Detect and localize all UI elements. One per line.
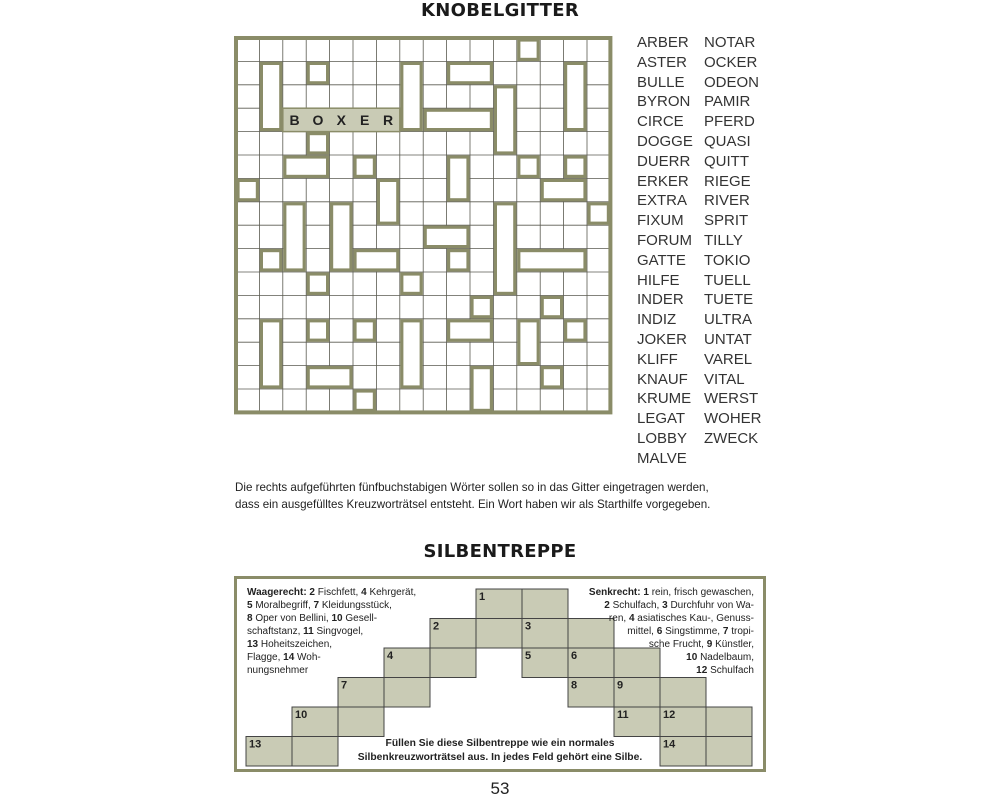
word-list-item: UNTAT <box>704 330 752 348</box>
clue-segment: Singstimme, <box>662 626 723 637</box>
clue-segment: Kehrgerät, <box>366 587 417 598</box>
clue-segment: 8 <box>247 613 253 624</box>
clue-line <box>247 664 416 677</box>
clue-line <box>520 612 754 625</box>
grid-block <box>332 204 351 270</box>
stair-cell-number: 7 <box>341 679 348 692</box>
word-list-item: LOBBY <box>637 429 688 447</box>
word-list-item: DUERR <box>637 152 691 170</box>
stair-cell <box>430 648 476 678</box>
word-list-item: ERKER <box>637 172 689 190</box>
grid-block <box>589 204 608 223</box>
clue-line <box>520 638 754 651</box>
clue-segment: Nadelbaum, <box>697 652 754 663</box>
grid-block <box>495 87 514 153</box>
clue-segment: Kleidungsstück, <box>319 600 392 611</box>
clue-segment: 7 <box>313 600 320 611</box>
word-list-item: MALVE <box>637 449 687 467</box>
clue-line <box>247 651 416 664</box>
given-letter: B <box>289 111 300 128</box>
stair-cell <box>706 737 752 767</box>
word-list-item: RIEGE <box>704 172 751 190</box>
word-list-item: ARBER <box>637 34 689 51</box>
word-list-item: NOTAR <box>704 34 756 51</box>
clue-line <box>247 599 416 612</box>
word-list-item: TILLY <box>704 231 743 249</box>
stair-cell-number: 9 <box>617 679 624 692</box>
clue-segment: Fischfett, <box>314 587 362 598</box>
stair-cell-number: 3 <box>525 620 532 633</box>
word-list-item: TUELL <box>704 271 751 289</box>
stair-cell-number: 2 <box>433 620 440 633</box>
clues-waagerecht <box>247 586 416 677</box>
grid-block <box>425 227 468 246</box>
given-letter: X <box>336 111 346 128</box>
word-list-item: JOKER <box>637 330 688 348</box>
knobelgitter-grid <box>232 34 626 460</box>
clue-segment: tropi- <box>728 626 754 637</box>
grid-block <box>355 321 374 340</box>
grid-block <box>355 251 398 270</box>
grid-block <box>449 157 468 200</box>
grid-block <box>355 391 374 410</box>
stair-cell-number: 1 <box>479 591 486 603</box>
silbentreppe-note <box>344 737 656 765</box>
given-letter: O <box>312 111 324 128</box>
clue-segment: asiatisches Kau-, Genuss- <box>634 613 754 624</box>
stair-cell-number: 12 <box>663 709 676 721</box>
clue-segment: Hoheitszeichen, <box>258 639 333 650</box>
word-list-item: INDIZ <box>637 311 677 329</box>
word-list-col2 <box>704 33 762 449</box>
word-list-item: KLIFF <box>637 350 678 368</box>
grid-block <box>542 297 561 316</box>
clue-line <box>247 612 416 625</box>
word-list-item: WERST <box>704 390 759 408</box>
clue-line <box>520 625 754 638</box>
grid-block <box>308 134 327 153</box>
grid-block <box>285 204 304 270</box>
grid-block <box>495 204 514 294</box>
stair-cell-number: 8 <box>571 679 578 692</box>
word-list-item: LEGAT <box>637 410 686 428</box>
word-list-item: ULTRA <box>704 311 753 329</box>
word-list-item: RIVER <box>704 192 750 210</box>
stair-cell <box>660 678 706 708</box>
grid-block <box>566 321 585 340</box>
silbentreppe-title: SILBENTREPPE <box>423 541 577 562</box>
grid-block <box>261 63 280 129</box>
grid-block <box>519 157 538 176</box>
word-list-item: VAREL <box>704 350 753 368</box>
clue-segment: sche Frucht, <box>648 639 707 650</box>
clue-segment: Oper von Bellini, <box>252 613 332 624</box>
word-list-item: QUASI <box>704 132 751 150</box>
clue-segment: Woh- <box>294 652 321 663</box>
knobelgitter-title: KNOBELGITTER <box>421 0 579 21</box>
note-line: Füllen Sie diese Silbentreppe wie ein normales <box>385 738 615 749</box>
clue-segment: 14 <box>283 652 295 663</box>
grid-block <box>308 321 327 340</box>
word-list-item: QUITT <box>704 152 749 170</box>
clue-segment: 10 <box>331 613 343 624</box>
clue-segment: 5 <box>247 600 253 611</box>
clue-segment: 11 <box>303 626 314 637</box>
word-list-item: FORUM <box>637 231 692 249</box>
clue-segment: Künstler, <box>712 639 754 650</box>
word-list-item: ZWECK <box>704 429 759 447</box>
stair-cell <box>292 737 338 767</box>
clue-segment: 6 <box>656 626 663 637</box>
clue-segment: 4 <box>628 613 635 624</box>
grid-block <box>308 274 327 293</box>
word-list-item: SPRIT <box>704 212 749 230</box>
stair-cell <box>338 707 384 737</box>
clue-segment: Schulfach <box>707 665 754 676</box>
grid-block <box>542 180 585 199</box>
stair-cell <box>706 707 752 737</box>
clue-segment: Flagge, <box>247 652 284 663</box>
stair-cell <box>476 619 522 649</box>
word-list-item: OCKER <box>704 53 758 71</box>
word-list-item: FIXUM <box>637 212 684 230</box>
grid-block <box>472 297 491 316</box>
word-list-item: BYRON <box>637 93 691 111</box>
grid-block <box>308 368 351 387</box>
clue-segment: rein, frisch gewaschen, <box>648 587 754 598</box>
clue-line <box>247 638 416 651</box>
stair-cell-number: 11 <box>617 709 629 721</box>
clue-segment: ren, <box>608 613 629 624</box>
word-list-item: CIRCE <box>637 113 684 131</box>
word-list-item: PFERD <box>704 113 755 131</box>
clue-line <box>520 599 754 612</box>
stair-cell-number: 13 <box>249 738 262 751</box>
word-list-item: GATTE <box>637 251 686 269</box>
stair-cell-number: 6 <box>571 650 578 662</box>
note-line: Silbenkreuzworträtsel aus. In jedes Feld gehört eine Silbe. <box>357 752 643 763</box>
given-letter: R <box>383 111 394 128</box>
stair-cell-number: 5 <box>525 650 532 662</box>
word-list-item: PAMIR <box>704 93 751 111</box>
clue-segment: Gesell- <box>342 613 378 624</box>
clue-segment: 9 <box>706 639 713 650</box>
clue-segment: Waagerecht: 2 <box>247 587 315 598</box>
grid-block <box>519 40 538 59</box>
grid-block <box>378 180 397 223</box>
clue-line <box>520 651 754 664</box>
grid-block <box>566 157 585 176</box>
clue-segment: Durchfuhr von Wa- <box>667 600 754 611</box>
clue-segment: 13 <box>247 639 259 650</box>
grid-block <box>285 157 328 176</box>
grid-block <box>402 321 421 387</box>
clue-segment: 4 <box>361 587 367 598</box>
grid-block <box>238 180 257 199</box>
clue-line <box>247 586 416 599</box>
word-list-item: WOHER <box>704 410 762 428</box>
clue-segment: Schulfach, <box>609 600 663 611</box>
clue-segment: 12 <box>696 665 708 676</box>
word-list-item: KNAUF <box>637 370 688 388</box>
clue-segment: 3 <box>662 600 668 611</box>
clue-segment: nungsnehmer <box>247 665 309 676</box>
grid-block <box>261 251 280 270</box>
grid-block <box>449 63 492 82</box>
word-list-item: VITAL <box>704 370 745 388</box>
clue-line <box>520 664 754 677</box>
clue-segment: Moralbegriff, <box>252 600 314 611</box>
grid-block <box>355 157 374 176</box>
word-list-item: INDER <box>637 291 684 309</box>
word-list-item: KRUME <box>637 390 692 408</box>
stair-cell-number: 14 <box>663 738 676 751</box>
clue-segment: 10 <box>686 652 698 663</box>
grid-block <box>308 63 327 82</box>
knobelgitter-instructions <box>235 479 710 513</box>
clue-line <box>247 625 416 638</box>
grid-block <box>449 321 492 340</box>
stair-cell <box>384 678 430 708</box>
grid-block <box>402 63 421 129</box>
instruction-line: dass ein ausgefülltes Kreuzworträtsel entsteht. Ein Wort haben wir als Starthilfe vorgegeben. <box>235 498 711 511</box>
word-list-item: ODEON <box>704 73 760 91</box>
word-list-item: BULLE <box>637 73 685 91</box>
grid-block <box>566 63 585 129</box>
grid-block <box>519 251 585 270</box>
clue-segment: 7 <box>722 626 729 637</box>
clue-segment: schaftstanz, <box>247 626 304 637</box>
word-list-item: DOGGE <box>637 132 693 150</box>
word-list-col1 <box>637 33 693 469</box>
clue-segment: Senkrecht: 1 <box>588 587 649 598</box>
word-list-item: HILFE <box>637 271 680 289</box>
grid-block <box>449 251 468 270</box>
word-list-item: ASTER <box>637 53 688 71</box>
word-list-item: TOKIO <box>704 251 751 269</box>
clues-senkrecht <box>520 586 754 677</box>
clue-segment: 2 <box>604 600 610 611</box>
page-number: 53 <box>490 779 510 798</box>
grid-block <box>472 368 491 411</box>
word-list-item: TUETE <box>704 291 754 309</box>
instruction-line: Die rechts aufgeführten fünfbuchstabigen Wörter sollen so in das Gitter eingetragen werden, <box>235 481 709 494</box>
grid-block <box>519 321 538 364</box>
word-list-item: EXTRA <box>637 192 688 210</box>
clue-line <box>520 586 754 599</box>
grid-block <box>261 321 280 387</box>
grid-block <box>402 274 421 293</box>
clue-segment: Singvogel, <box>313 626 364 637</box>
clue-segment: mittel, <box>627 626 657 637</box>
stair-cell-number: 10 <box>295 709 308 721</box>
grid-block <box>542 368 561 387</box>
grid-block <box>425 110 491 129</box>
stair-cell-number: 4 <box>387 650 394 662</box>
given-letter: E <box>360 111 370 128</box>
